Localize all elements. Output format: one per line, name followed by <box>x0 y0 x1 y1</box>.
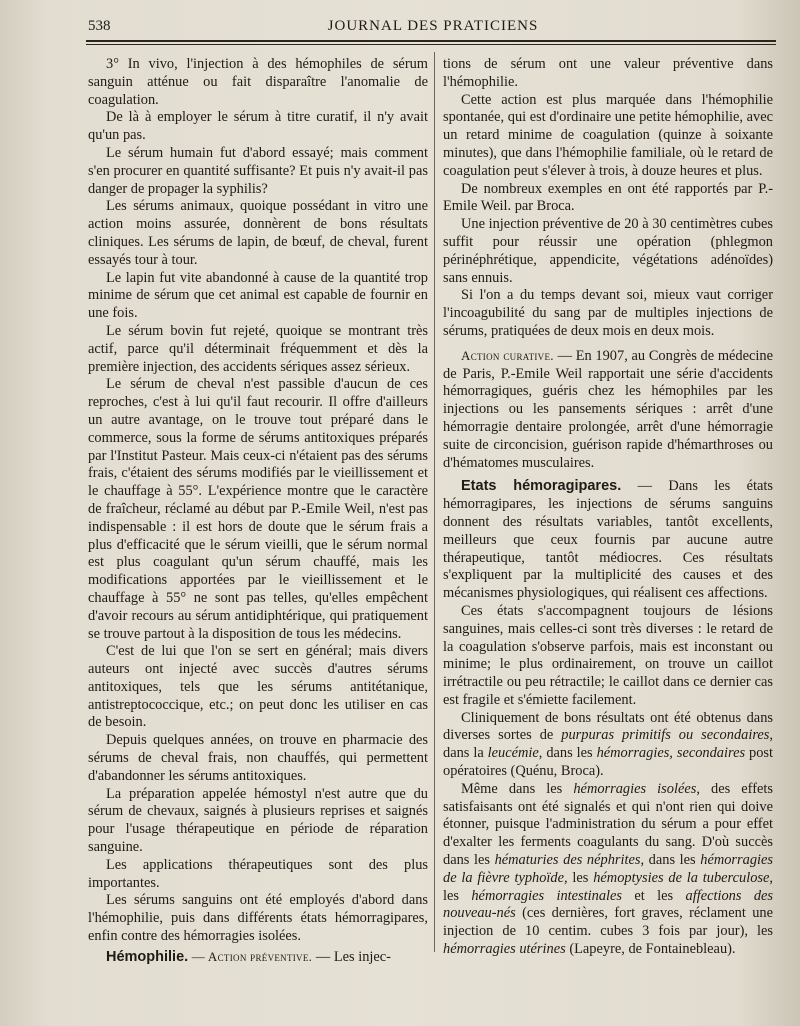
paragraph: tions de sérum ont une valeur préventive dans l'hémophilie. <box>443 56 773 90</box>
text-run: post opératoires (Quénu, Broca). <box>443 745 773 780</box>
italic-term: hémorragies intestinales <box>471 887 623 904</box>
italic-term: hémorragies, secondaires <box>596 745 746 762</box>
paragraph: C'est de lui que l'on se sert en général; mais divers auteurs ont injecté avec succès d'autres sérums antitoxiques, tels que les sérums antitétanique, antistreptococcique, etc.; on peut donc les utiliser en cas de besoin. <box>88 643 428 731</box>
section-paragraph <box>443 347 773 473</box>
text-run: (Lapeyre, de Fontainebleau). <box>565 941 736 958</box>
paragraph: Cette action est plus marquée dans l'hémophilie spontanée, qui est d'ordinaire une petite hémophilie, avec un retard minime de coagulation (quinze à soixante minutes), que dans l'hémophilie familiale, où le retard de coagulation peut s'élever à trois, à douze heures et plus. <box>443 91 773 179</box>
paragraph: Les sérums animaux, quoique possédant in vitro une action moins assurée, donnèrent de bons résultats cliniques. Les sérums de lapin, de bœuf, de cheval, furent essayés tour à tour. <box>88 198 428 268</box>
text-run: , les <box>564 869 594 886</box>
text-run: , les <box>443 869 773 904</box>
italic-term: purpuras primitifs ou secondaires <box>561 727 770 744</box>
paragraph: Le lapin fut vite abandonné à cause de la quantité trop minime de sérum que cet animal est capable de fournir en une fois. <box>88 269 428 322</box>
paragraph <box>443 781 773 959</box>
paragraph: Le sérum de cheval n'est passible d'aucun de ces reproches, c'est à lui qu'il faut recourir. Il offre d'ailleurs un autre avantage, on le trouve tout préparé dans le commerce, sous la forme de sérums antitoxiques préparés par l'Institut Pasteur. Mais ceux-ci n'étaient pas des sérums frais, c'étaient des sérums modifiés par le vieillissement et le chauffage à 55°. L'expérience montre que le caractère de fraîcheur, réclamé au début par P.-Emile Weil, n'est pas indispensable : il est hors de doute que le sérum frais a plus d'efficacité que le sérum vieilli, que le sérum normal est plus coagulant qu'un sérum chauffé, mais les modifications apportées par le vieillissement et le chauffage à 55° ne sont pas telles, qu'elles empêchent d'avoir recours au sérum antidiphtérique, qui pratiquement se trouve partout à la disposition de tous les médecins. <box>88 376 428 642</box>
paragraph: Depuis quelques années, on trouve en pharmacie des sérums de cheval frais, non chauffés, qui permettent d'abandonner les sérums antitoxiques. <box>88 732 428 784</box>
text-run: , dans la <box>443 727 774 762</box>
text-run: , dans les <box>640 852 701 869</box>
section-heading-hemophilie: Hémophilie. <box>106 948 189 965</box>
paragraph: Le sérum bovin fut rejeté, quoique se montrant très actif, parce qu'il déterminait fréquemment et dès la première injection, des accidents sériques assez sérieux. <box>88 322 428 375</box>
text-run: , des effets satisfaisants ont été signalés et qui n'ont rien qui doive étonner, puisque l'administration du sérum a pour effet d'exalter les ferments coagulants du sang. D'où succès dans les <box>443 780 773 869</box>
paragraph: Le sérum humain fut d'abord essayé; mais comment s'en procurer en quantité suffisante? Et puis n'y avait-il pas danger de propager la syphilis? <box>88 144 428 197</box>
paragraph: De là à employer le sérum à titre curatif, il n'y avait qu'un pas. <box>88 109 428 144</box>
journal-title: JOURNAL DES PRATICIENS <box>327 18 539 34</box>
header-rule <box>86 40 776 42</box>
section-heading-etats: Etats hémoragipares. <box>461 478 622 495</box>
right-column <box>443 56 773 959</box>
page-number: 538 <box>88 18 111 34</box>
paragraph-text: — Dans les états hémorragipares, les injections de sérums sanguins donnent des résultats variables, tantôt excellents, meilleurs que ceux fournis par aucune autre thérapeutique, tantôt médiocres. Ces résultats s'expliquent par la multiplicité des causes et des mécanismes physiologiques, qui réalisent ces affections. <box>443 478 773 602</box>
text-run: Même dans les <box>461 780 574 797</box>
section-paragraph <box>443 478 773 603</box>
italic-term: leucémie <box>487 745 539 762</box>
italic-term: hémorragies utérines <box>443 941 566 958</box>
paragraph: La préparation appelée hémostyl n'est autre que du sérum de chevaux, saignés à plusieurs reprises et saignés pour l'usage thérapeutique en période de réparation sanguine. <box>88 785 428 856</box>
text-run: (ces dernières, fort graves, réclament une injection de 10 centim. cubes 3 fois par jour), les <box>443 905 773 940</box>
paragraph-text: — En 1907, au Congrès de médecine de Paris, P.-Emile Weil rapportait une série d'accidents hémorragiques, guéris chez les hémophiles par les injections ou les pansements sériques : arrêt d'une hémorragie dentaire prolongée, arrêt d'une hémorragie suite de circoncision, guérison rapide d'hémarthroses ou d'hématomes musculaires. <box>443 347 773 471</box>
section-heading-action-curative: Action curative. <box>461 347 554 363</box>
paragraph: De nombreux exemples en ont été rapportés par P.-Emile Weil. par Broca. <box>443 180 773 215</box>
section-paragraph <box>88 948 428 967</box>
text-run: , dans les <box>538 745 597 762</box>
column-divider <box>434 52 435 952</box>
italic-term: hémoptysies de la tuberculose <box>593 869 770 886</box>
paragraph: Ces états s'accompagnent toujours de lésions sanguines, mais celles-ci sont très diverses : le retard de la coagulation s'observe parfois, mais est inconstant ou minime; le plus ordinairement, on trouve un caillot irrétractile ou peu rétractile; le caillot dans ce dernier cas est fragile et s'émiette facilement. <box>443 602 773 708</box>
italic-term: hémorragies isolées <box>573 780 697 797</box>
paragraph: Si l'on a du temps devant soi, mieux vaut corriger l'incoagubilité du sang par de multiples injections de sérums, pratiquées de deux mois en deux mois. <box>443 287 773 339</box>
paragraph <box>443 710 773 781</box>
text-run: Cliniquement de bons résultats ont été obtenus dans diverses sortes de <box>443 709 773 744</box>
subsection-heading: — Action préventive. <box>191 948 313 964</box>
paragraph: 3° In vivo, l'injection à des hémophiles de sérum sanguin atténue ou fait disparaître l'anomalie de coagulation. <box>88 56 428 108</box>
text-run: et les <box>622 887 686 904</box>
page-header <box>88 14 778 42</box>
italic-term: hématuries des néphrites <box>494 852 641 869</box>
paragraph-text: — Les injec- <box>315 948 391 965</box>
paragraph: Une injection préventive de 20 à 30 centimètres cubes suffit pour réussir une opération (phlegmon périnéphrétique, appendicite, végétations adénoïdes) sans ennuis. <box>443 216 773 286</box>
paragraph: Les applications thérapeutiques sont des plus importantes. <box>88 856 428 891</box>
left-column <box>88 56 428 967</box>
paragraph: Les sérums sanguins ont été employés d'abord dans l'hémophilie, puis dans différents états hémorragipares, enfin contre des hémorragies isolées. <box>88 892 428 945</box>
header-rule-thin <box>86 44 776 45</box>
italic-term: affections des nouveau-nés <box>443 887 773 922</box>
italic-term: hémorragies de la fièvre typhoïde <box>443 852 774 886</box>
